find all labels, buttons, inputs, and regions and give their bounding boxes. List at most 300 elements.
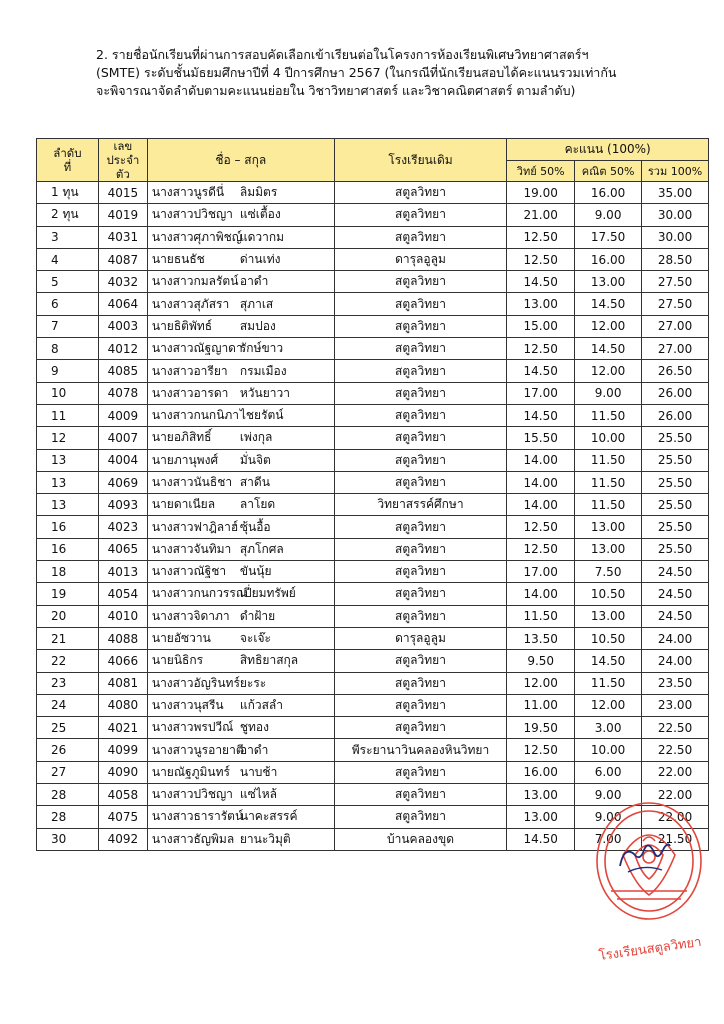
first-name: นางสาวพรปวีณ์: [151, 720, 234, 735]
first-name: นางสาวอารดา: [151, 385, 229, 400]
sci-score-cell: 13.00: [507, 293, 575, 315]
id-cell: 4010: [98, 605, 147, 627]
sci-score-cell: 14.50: [507, 828, 575, 850]
last-name: แซ่ไหล้: [239, 787, 278, 802]
id-cell: 4081: [98, 672, 147, 694]
header-math: คณิต 50%: [575, 160, 642, 182]
school-cell: สตูลวิทยา: [334, 338, 507, 360]
math-score-cell: 13.00: [575, 271, 642, 293]
last-name: สาดีน: [239, 475, 270, 489]
sci-score-cell: 19.50: [507, 717, 575, 739]
total-score-cell: 25.50: [642, 538, 709, 560]
math-score-cell: 9.00: [575, 382, 642, 404]
total-score-cell: 22.50: [642, 739, 709, 761]
name-cell: [147, 248, 334, 270]
sci-score-cell: 12.50: [507, 338, 575, 360]
signature: [614, 832, 674, 880]
rank-cell: 9: [37, 360, 99, 382]
total-score-cell: 24.50: [642, 583, 709, 605]
rank-cell: 6: [37, 293, 99, 315]
total-score-cell: 30.00: [642, 226, 709, 248]
first-name: นางสาวนุสรีน: [151, 697, 224, 712]
results-table: [36, 138, 709, 851]
sci-score-cell: 12.50: [507, 538, 575, 560]
math-score-cell: 11.50: [575, 494, 642, 516]
math-score-cell: 13.00: [575, 516, 642, 538]
sci-score-cell: 9.50: [507, 650, 575, 672]
name-cell: [147, 605, 334, 627]
last-name: ยะระ: [239, 675, 267, 690]
last-name: นาคะสรรค์: [239, 809, 298, 824]
last-name: ซุ้นอื้อ: [239, 519, 271, 534]
last-name: ด่านเท่ง: [239, 252, 281, 267]
last-name: นาบช้า: [239, 764, 278, 779]
total-score-cell: 35.00: [642, 182, 709, 204]
rank-cell: 11: [37, 404, 99, 426]
id-cell: 4058: [98, 784, 147, 806]
rank-cell: 10: [37, 382, 99, 404]
name-cell: [147, 471, 334, 493]
last-name: มั่นจิต: [239, 452, 271, 467]
id-cell: 4093: [98, 494, 147, 516]
sci-score-cell: 14.50: [507, 360, 575, 382]
total-score-cell: 25.50: [642, 494, 709, 516]
table-row: [37, 717, 709, 739]
sci-score-cell: 19.00: [507, 182, 575, 204]
math-score-cell: 16.00: [575, 182, 642, 204]
rank-cell: 24: [37, 694, 99, 716]
sci-score-cell: 12.50: [507, 739, 575, 761]
rank-cell: 8: [37, 338, 99, 360]
first-name: นางสาวสุภัสรา: [151, 296, 230, 311]
name-cell: [147, 226, 334, 248]
id-cell: 4023: [98, 516, 147, 538]
math-score-cell: 7.50: [575, 561, 642, 583]
table-row: [37, 694, 709, 716]
name-cell: [147, 672, 334, 694]
total-score-cell: 28.50: [642, 248, 709, 270]
math-score-cell: 10.50: [575, 583, 642, 605]
school-cell: สตูลวิทยา: [334, 404, 507, 426]
table-row: [37, 427, 709, 449]
total-score-cell: 25.50: [642, 427, 709, 449]
table-row: [37, 248, 709, 270]
name-cell: [147, 271, 334, 293]
sci-score-cell: 12.50: [507, 248, 575, 270]
total-score-cell: 22.00: [642, 761, 709, 783]
last-name: อาดำ: [239, 742, 269, 757]
last-name: แก้วสลำ: [239, 697, 284, 712]
table-row: [37, 204, 709, 226]
id-cell: 4092: [98, 828, 147, 850]
school-cell: สตูลวิทยา: [334, 650, 507, 672]
name-cell: [147, 650, 334, 672]
id-cell: 4080: [98, 694, 147, 716]
school-cell: สตูลวิทยา: [334, 427, 507, 449]
total-score-cell: 24.50: [642, 561, 709, 583]
first-name: นางสาวกนกนิภา: [151, 408, 240, 423]
total-score-cell: 25.50: [642, 471, 709, 493]
school-cell: สตูลวิทยา: [334, 360, 507, 382]
id-cell: 4085: [98, 360, 147, 382]
total-score-cell: 25.50: [642, 516, 709, 538]
table-row: [37, 605, 709, 627]
sci-score-cell: 17.00: [507, 561, 575, 583]
table-row: [37, 538, 709, 560]
name-cell: [147, 315, 334, 337]
first-name: นางสาวฟาฎิลาฮ์: [151, 519, 239, 534]
table-row: [37, 583, 709, 605]
heading-line-3: จะพิจารณาจัดลำดับตามคะแนนย่อยใน วิชาวิทยาศาสตร์ และวิชาคณิตศาสตร์ ตามลำดับ): [96, 83, 576, 98]
table-row: [37, 561, 709, 583]
name-cell: [147, 627, 334, 649]
name-cell: [147, 806, 334, 828]
name-cell: [147, 427, 334, 449]
first-name: นางสาวกนกวรรณ: [151, 586, 247, 601]
last-name: รักษ์ขาว: [239, 341, 284, 356]
sci-score-cell: 15.00: [507, 315, 575, 337]
name-cell: [147, 182, 334, 204]
school-cell: สตูลวิทยา: [334, 182, 507, 204]
sci-score-cell: 12.00: [507, 672, 575, 694]
id-cell: 4031: [98, 226, 147, 248]
name-cell: [147, 694, 334, 716]
id-cell: 4066: [98, 650, 147, 672]
rank-cell: 12: [37, 427, 99, 449]
school-cell: สตูลวิทยา: [334, 226, 507, 248]
last-name: หวันยาวา: [239, 385, 290, 400]
total-score-cell: 23.00: [642, 694, 709, 716]
last-name: เปี่ยมทรัพย์: [239, 586, 296, 601]
table-row: [37, 182, 709, 204]
sci-score-cell: 14.00: [507, 471, 575, 493]
school-cell: พีระยานาวินคลองหินวิทยา: [334, 739, 507, 761]
school-cell: สตูลวิทยา: [334, 516, 507, 538]
total-score-cell: 27.00: [642, 315, 709, 337]
total-score-cell: 22.50: [642, 717, 709, 739]
rank-cell: 20: [37, 605, 99, 627]
math-score-cell: 10.00: [575, 427, 642, 449]
school-cell: วิทยาสรรค์ศึกษา: [334, 494, 507, 516]
rank-cell: 27: [37, 761, 99, 783]
name-cell: [147, 761, 334, 783]
first-name: นางสาวศุภาพิชญ์: [151, 229, 243, 244]
name-cell: [147, 449, 334, 471]
sci-score-cell: 11.00: [507, 694, 575, 716]
sci-score-cell: 13.00: [507, 806, 575, 828]
rank-cell: 21: [37, 627, 99, 649]
total-score-cell: 26.00: [642, 382, 709, 404]
school-cell: สตูลวิทยา: [334, 784, 507, 806]
name-cell: [147, 784, 334, 806]
id-cell: 4075: [98, 806, 147, 828]
table-row: [37, 672, 709, 694]
table-row: [37, 360, 709, 382]
first-name: นายนิธิกร: [151, 653, 204, 668]
rank-cell: 16: [37, 516, 99, 538]
total-score-cell: 26.00: [642, 404, 709, 426]
first-name: นางสาวณัฐญาดา: [151, 341, 243, 356]
first-name: นางสาวจิดาภา: [151, 608, 230, 623]
math-score-cell: 16.00: [575, 248, 642, 270]
last-name: สุภาเส: [239, 296, 274, 311]
table-row: [37, 516, 709, 538]
sci-score-cell: 21.00: [507, 204, 575, 226]
school-cell: สตูลวิทยา: [334, 293, 507, 315]
header-sci: วิทย์ 50%: [507, 160, 575, 182]
id-cell: 4015: [98, 182, 147, 204]
math-score-cell: 13.00: [575, 605, 642, 627]
name-cell: [147, 561, 334, 583]
rank-cell: 2 ทุน: [37, 204, 99, 226]
name-cell: [147, 717, 334, 739]
rank-cell: 19: [37, 583, 99, 605]
first-name: นายภานุพงศ์: [151, 452, 219, 467]
heading-line-2: (SMTE) ระดับชั้นมัธยมศึกษาปีที่ 4 ปีการศึกษา 2567 (ในกรณีที่นักเรียนสอบได้คะแนนรวมเท่ากัน: [96, 65, 617, 80]
last-name: จะเจ๊ะ: [239, 631, 271, 646]
math-score-cell: 11.50: [575, 404, 642, 426]
last-name: อาดำ: [239, 274, 269, 289]
school-cell: สตูลวิทยา: [334, 583, 507, 605]
id-cell: 4065: [98, 538, 147, 560]
math-score-cell: 12.00: [575, 360, 642, 382]
id-cell: 4013: [98, 561, 147, 583]
id-cell: 4032: [98, 271, 147, 293]
math-score-cell: 7.00: [575, 828, 642, 850]
last-name: ขันนุ้ย: [239, 564, 272, 579]
table-row: [37, 761, 709, 783]
school-cell: สตูลวิทยา: [334, 315, 507, 337]
header-score: คะแนน (100%): [507, 139, 709, 161]
school-cell: สตูลวิทยา: [334, 449, 507, 471]
rank-cell: 1 ทุน: [37, 182, 99, 204]
sci-score-cell: 16.00: [507, 761, 575, 783]
total-score-cell: 24.00: [642, 650, 709, 672]
math-score-cell: 3.00: [575, 717, 642, 739]
math-score-cell: 14.50: [575, 338, 642, 360]
id-cell: 4012: [98, 338, 147, 360]
math-score-cell: 12.00: [575, 694, 642, 716]
math-score-cell: 9.00: [575, 806, 642, 828]
table-row: [37, 293, 709, 315]
name-cell: [147, 204, 334, 226]
sci-score-cell: 14.50: [507, 271, 575, 293]
table-row: [37, 226, 709, 248]
id-cell: 4087: [98, 248, 147, 270]
school-cell: ดารุลอูลูม: [334, 627, 507, 649]
table-row: [37, 494, 709, 516]
rank-cell: 3: [37, 226, 99, 248]
rank-cell: 25: [37, 717, 99, 739]
table-row: [37, 338, 709, 360]
sci-score-cell: 14.00: [507, 449, 575, 471]
last-name: สิทธิยาสกุล: [239, 653, 299, 668]
first-name: นางสาวจันทิมา: [151, 541, 232, 556]
table-row: [37, 471, 709, 493]
first-name: นายธิติพัทธ์: [151, 318, 213, 333]
school-cell: สตูลวิทยา: [334, 204, 507, 226]
last-name: แดวากม: [239, 229, 285, 244]
school-cell: สตูลวิทยา: [334, 761, 507, 783]
first-name: นายดาเนียล: [151, 497, 216, 512]
total-score-cell: 23.50: [642, 672, 709, 694]
rank-cell: 28: [37, 784, 99, 806]
header-total: รวม 100%: [642, 160, 709, 182]
name-cell: [147, 494, 334, 516]
id-cell: 4021: [98, 717, 147, 739]
rank-cell: 22: [37, 650, 99, 672]
first-name: นายธนธัช: [151, 252, 205, 267]
first-name: นางสาวกมลรัตน์: [151, 274, 239, 289]
sci-score-cell: 12.50: [507, 516, 575, 538]
school-cell: สตูลวิทยา: [334, 382, 507, 404]
sci-score-cell: 14.50: [507, 404, 575, 426]
table-row: [37, 449, 709, 471]
sci-score-cell: 14.00: [507, 494, 575, 516]
math-score-cell: 9.00: [575, 204, 642, 226]
last-name: ดำฝ้าย: [239, 608, 276, 623]
rank-cell: 13: [37, 494, 99, 516]
table-row: [37, 650, 709, 672]
id-cell: 4009: [98, 404, 147, 426]
math-score-cell: 11.50: [575, 672, 642, 694]
total-score-cell: 24.50: [642, 605, 709, 627]
id-cell: 4004: [98, 449, 147, 471]
first-name: นางสาวนันธิชา: [151, 475, 233, 489]
sci-score-cell: 14.00: [507, 583, 575, 605]
header-rank: ลำดับ ที่: [37, 139, 99, 182]
school-cell: สตูลวิทยา: [334, 271, 507, 293]
name-cell: [147, 338, 334, 360]
sci-score-cell: 11.50: [507, 605, 575, 627]
math-score-cell: 14.50: [575, 293, 642, 315]
id-cell: 4090: [98, 761, 147, 783]
last-name: แซ่เตื้อง: [239, 207, 281, 222]
header-name: ชื่อ – สกุล: [147, 139, 334, 182]
id-cell: 4069: [98, 471, 147, 493]
last-name: ลิมมิตร: [239, 185, 278, 200]
first-name: นางสาวณัฐิชา: [151, 564, 227, 579]
id-cell: 4054: [98, 583, 147, 605]
name-cell: [147, 516, 334, 538]
heading-line-1: 2. รายชื่อนักเรียนที่ผ่านการสอบคัดเลือกเข้าเรียนต่อในโครงการห้องเรียนพิเศษวิทยาศาสตร์ฯ: [96, 47, 589, 62]
table-row: [37, 627, 709, 649]
name-cell: [147, 360, 334, 382]
id-cell: 4003: [98, 315, 147, 337]
math-score-cell: 11.50: [575, 449, 642, 471]
school-cell: ดารุลอูลูม: [334, 248, 507, 270]
name-cell: [147, 739, 334, 761]
school-cell: สตูลวิทยา: [334, 561, 507, 583]
math-score-cell: 6.00: [575, 761, 642, 783]
math-score-cell: 10.00: [575, 739, 642, 761]
header-id: เลข ประจำตัว: [98, 139, 147, 182]
first-name: นางสาวปวิชญา: [151, 787, 233, 802]
name-cell: [147, 538, 334, 560]
last-name: ชูทอง: [239, 720, 269, 735]
last-name: กรมเมือง: [239, 363, 287, 378]
first-name: นางสาวอัญรินทร์: [151, 675, 240, 690]
table-row: [37, 404, 709, 426]
id-cell: 4099: [98, 739, 147, 761]
table-row: [37, 271, 709, 293]
id-cell: 4019: [98, 204, 147, 226]
rank-cell: 5: [37, 271, 99, 293]
total-score-cell: 22.00: [642, 784, 709, 806]
first-name: นายอภิสิทธิ์: [151, 430, 212, 445]
rank-cell: 26: [37, 739, 99, 761]
table-row: [37, 382, 709, 404]
last-name: สมปอง: [239, 318, 276, 333]
total-score-cell: 27.50: [642, 271, 709, 293]
total-score-cell: 25.50: [642, 449, 709, 471]
school-cell: สตูลวิทยา: [334, 694, 507, 716]
sci-score-cell: 17.00: [507, 382, 575, 404]
rank-cell: 7: [37, 315, 99, 337]
math-score-cell: 17.50: [575, 226, 642, 248]
rank-cell: 13: [37, 449, 99, 471]
last-name: ยานะวิมุติ: [239, 831, 291, 846]
rank-cell: 18: [37, 561, 99, 583]
first-name: นางสาวนูรอายาตี: [151, 742, 244, 757]
header-school: โรงเรียนเดิม: [334, 139, 507, 182]
last-name: เพ่งกุล: [239, 430, 273, 445]
id-cell: 4088: [98, 627, 147, 649]
school-cell: สตูลวิทยา: [334, 471, 507, 493]
math-score-cell: 11.50: [575, 471, 642, 493]
name-cell: [147, 828, 334, 850]
school-cell: สตูลวิทยา: [334, 605, 507, 627]
last-name: สุภโกศล: [239, 541, 284, 556]
id-cell: 4007: [98, 427, 147, 449]
school-cell: สตูลวิทยา: [334, 806, 507, 828]
school-cell: บ้านคลองขุด: [334, 828, 507, 850]
school-cell: สตูลวิทยา: [334, 538, 507, 560]
seal-school-name: โรงเรียนสตูลวิทยา: [597, 934, 703, 965]
first-name: นายณัฐภูมินทร์: [151, 764, 230, 779]
name-cell: [147, 404, 334, 426]
results-body: [37, 182, 709, 851]
math-score-cell: 10.50: [575, 627, 642, 649]
first-name: นางสาวนูรดีนี่: [151, 185, 225, 200]
rank-cell: 4: [37, 248, 99, 270]
id-cell: 4078: [98, 382, 147, 404]
sci-score-cell: 13.00: [507, 784, 575, 806]
total-score-cell: 26.50: [642, 360, 709, 382]
math-score-cell: 12.00: [575, 315, 642, 337]
first-name: นางสาวธารารัตน์: [151, 809, 244, 824]
sci-score-cell: 15.50: [507, 427, 575, 449]
table-row: [37, 739, 709, 761]
school-cell: สตูลวิทยา: [334, 717, 507, 739]
first-name: นางสาวธัญพิมล: [151, 831, 235, 846]
sci-score-cell: 12.50: [507, 226, 575, 248]
name-cell: [147, 293, 334, 315]
total-score-cell: 30.00: [642, 204, 709, 226]
document-heading: [96, 46, 696, 100]
total-score-cell: 22.00: [642, 806, 709, 828]
id-cell: 4064: [98, 293, 147, 315]
first-name: นายอัซวาน: [151, 631, 211, 646]
sci-score-cell: 13.50: [507, 627, 575, 649]
total-score-cell: 24.00: [642, 627, 709, 649]
rank-cell: 13: [37, 471, 99, 493]
name-cell: [147, 583, 334, 605]
total-score-cell: 27.00: [642, 338, 709, 360]
first-name: นางสาวปวิชญา: [151, 207, 233, 222]
rank-cell: 30: [37, 828, 99, 850]
last-name: ลาโยด: [239, 497, 276, 512]
